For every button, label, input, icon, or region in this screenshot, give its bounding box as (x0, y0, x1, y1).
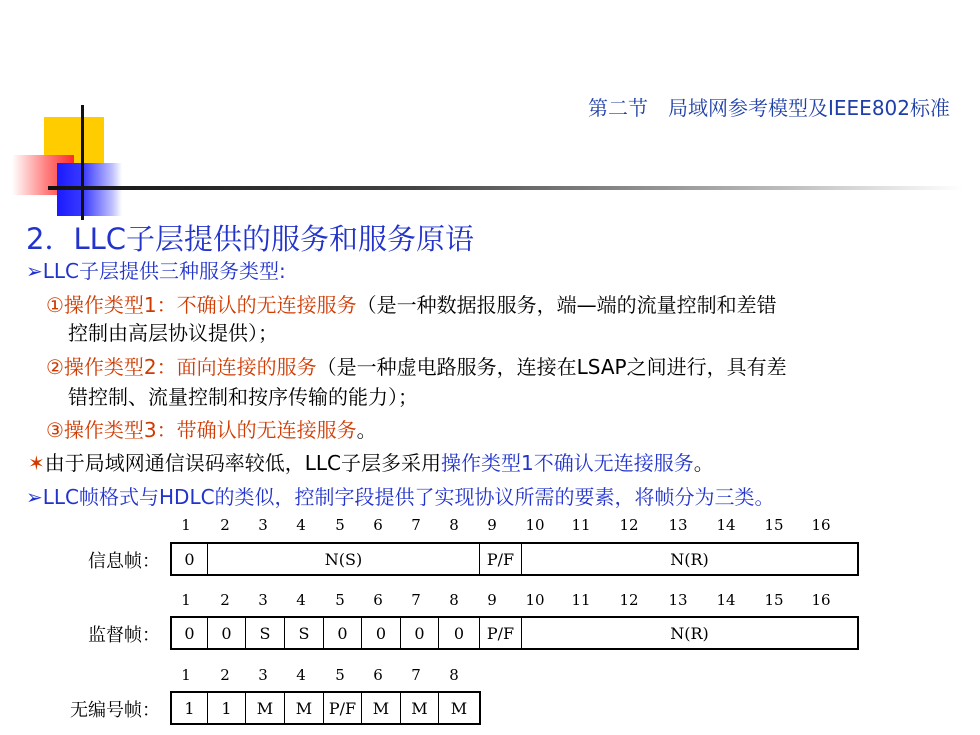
bit-number: 16 (811, 516, 831, 534)
unn-cell-7: M (401, 693, 439, 723)
bit-number: 14 (716, 591, 736, 609)
bit-number: 7 (411, 516, 421, 534)
unn-cell-5: P/F (324, 693, 362, 723)
item-type2-desc-cont: 错控制、流量控制和按序传输的能力）； (68, 385, 418, 409)
sup-cell-1: 0 (172, 618, 208, 648)
item-type3-end: 。 (356, 418, 377, 442)
bullet-frame-format: ➢LLC帧格式与HDLC的类似，控制字段提供了实现协议所需的要素，将帧分为三类。 (26, 485, 775, 509)
bit-number: 2 (220, 516, 230, 534)
unnumbered-frame-label: 无编号帧： (70, 700, 160, 721)
item-type1-desc-cont: 控制由高层协议提供）； (68, 321, 278, 345)
unn-cell-6: M (362, 693, 401, 723)
bit-number: 7 (411, 666, 421, 684)
bit-number: 6 (373, 666, 383, 684)
bit-number: 15 (764, 516, 784, 534)
info-frame-label: 信息帧： (88, 551, 160, 572)
info-frame-box (170, 542, 859, 576)
bit-number: 3 (258, 666, 268, 684)
bit-number: 8 (449, 666, 459, 684)
bit-number: 2 (220, 591, 230, 609)
bit-number: 10 (525, 516, 545, 534)
unnumbered-frame-box (170, 691, 481, 725)
sup-cell-8: 0 (439, 618, 480, 648)
bit-number: 7 (411, 591, 421, 609)
unn-cell-2: 1 (208, 693, 246, 723)
item-type1-desc: （是一种数据报服务，端—端的流量控制和差错 (356, 293, 777, 317)
info-cell-nr: N(R) (670, 549, 709, 569)
bit-number: 11 (571, 591, 591, 609)
sup-cell-4: S (285, 618, 324, 648)
note-text: 由于局域网通信误码率较低，LLC子层多采用 (44, 451, 442, 475)
sup-cell-2: 0 (208, 618, 246, 648)
bit-number: 9 (487, 516, 497, 534)
item-type1-title: ①操作类型1：不确认的无连接服务 (46, 293, 357, 317)
bit-number: 3 (258, 516, 268, 534)
bit-number: 9 (487, 591, 497, 609)
bit-number: 8 (449, 516, 459, 534)
item-type3-title: ③操作类型3：带确认的无连接服务 (46, 418, 357, 442)
bit-number: 4 (296, 666, 306, 684)
bit-number: 2 (220, 666, 230, 684)
sup-cell-nr: N(R) (670, 623, 709, 643)
bit-number: 1 (181, 666, 191, 684)
bit-number: 13 (668, 591, 688, 609)
unn-cell-1: 1 (172, 693, 208, 723)
unn-cell-8: M (450, 698, 468, 718)
note-end: 。 (693, 451, 714, 475)
info-cell-pf: P/F (480, 544, 522, 574)
unn-cell-3: M (246, 693, 285, 723)
item-type3 (46, 417, 377, 443)
bit-number: 6 (373, 591, 383, 609)
bit-number: 15 (764, 591, 784, 609)
note-line (28, 450, 714, 476)
bit-number: 8 (449, 591, 459, 609)
bit-number: 1 (181, 591, 191, 609)
bit-number: 5 (335, 666, 345, 684)
bit-number: 5 (335, 591, 345, 609)
slide-heading: 2．LLC子层提供的服务和服务原语 (26, 222, 475, 256)
info-cell-ns: N(S) (208, 544, 480, 574)
bit-number: 4 (296, 591, 306, 609)
item-type2-desc: （是一种虚电路服务，连接在LSAP之间进行，具有差 (316, 355, 787, 379)
title-divider (48, 186, 963, 190)
sup-cell-3: S (246, 618, 285, 648)
unn-cell-4: M (285, 693, 324, 723)
bit-number: 4 (296, 516, 306, 534)
bullet-service-types: ➢LLC子层提供三种服务类型: (26, 259, 286, 283)
sup-cell-5: 0 (324, 618, 362, 648)
bit-number: 1 (181, 516, 191, 534)
bit-number: 12 (619, 591, 639, 609)
sup-cell-7: 0 (401, 618, 439, 648)
bit-number: 14 (716, 516, 736, 534)
sup-cell-6: 0 (362, 618, 401, 648)
supervisory-frame-label: 监督帧： (88, 625, 160, 646)
bit-number: 12 (619, 516, 639, 534)
decor-vertical-line (81, 105, 84, 220)
sup-cell-pf: P/F (480, 618, 522, 648)
bit-number: 3 (258, 591, 268, 609)
bit-number: 10 (525, 591, 545, 609)
item-type2-title: ②操作类型2：面向连接的服务 (46, 355, 317, 379)
bit-number: 11 (571, 516, 591, 534)
bit-number: 16 (811, 591, 831, 609)
item-type1 (46, 292, 777, 318)
bit-number: 5 (335, 516, 345, 534)
bit-number: 6 (373, 516, 383, 534)
info-cell-0: 0 (172, 544, 208, 574)
star-icon: ✶ (28, 451, 45, 475)
section-subtitle: 第二节 局域网参考模型及IEEE802标准 (588, 96, 950, 120)
bit-number: 13 (668, 516, 688, 534)
item-type2 (46, 354, 787, 380)
note-highlight: 操作类型1不确认无连接服务 (441, 451, 694, 475)
supervisory-frame-box (170, 616, 859, 650)
